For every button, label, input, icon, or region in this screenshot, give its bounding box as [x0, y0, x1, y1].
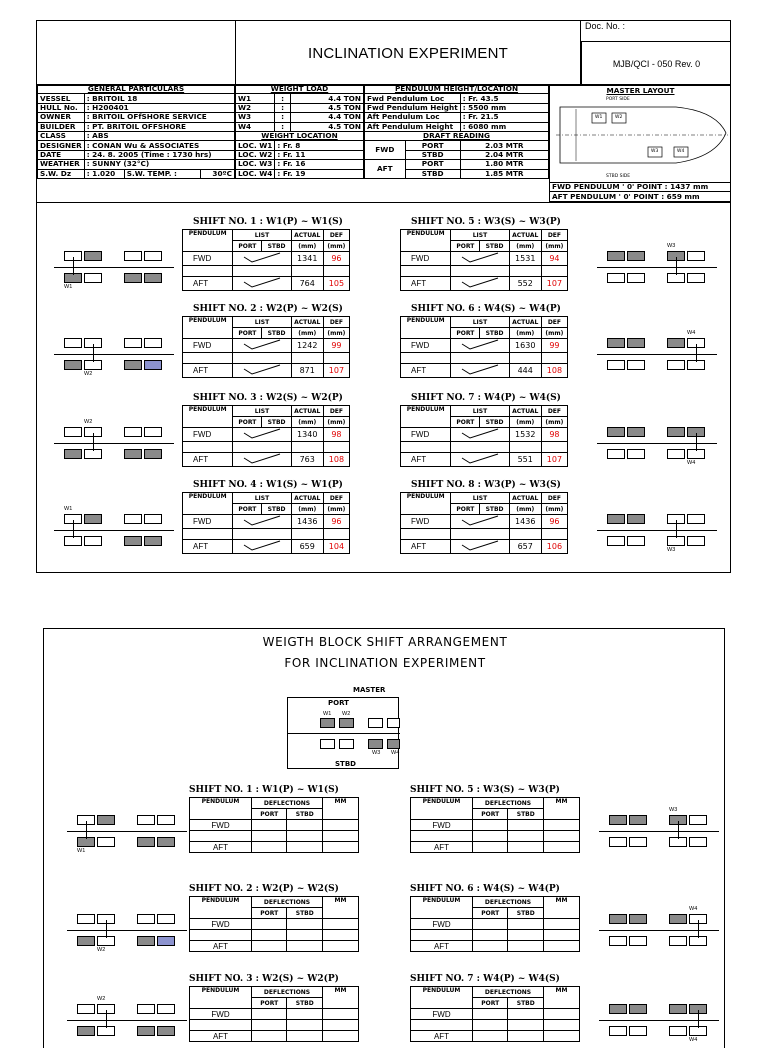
shift-arrow-icon	[676, 520, 677, 538]
weight-block	[157, 914, 175, 924]
weight-block	[667, 449, 685, 459]
weight-block	[124, 514, 142, 524]
weight-block	[607, 536, 625, 546]
weight-block	[627, 273, 645, 283]
shift-arrow-icon	[106, 1010, 107, 1028]
weight-block	[607, 449, 625, 459]
check-mark-icon	[242, 364, 282, 375]
check-mark-icon	[460, 515, 500, 526]
weight-block	[84, 536, 102, 546]
shift-diagram: W4	[599, 1004, 719, 1044]
shift-arrow-icon	[676, 257, 677, 275]
weight-block	[629, 914, 647, 924]
weight-block	[124, 536, 142, 546]
weight-block	[144, 536, 162, 546]
hull-outline-diagram	[556, 103, 728, 167]
weight-block	[64, 427, 82, 437]
weight-block	[609, 914, 627, 924]
weight-block	[607, 251, 625, 261]
weight-block	[144, 514, 162, 524]
weight-block	[84, 514, 102, 524]
weight-block	[137, 914, 155, 924]
shift-diagram: W3	[597, 251, 717, 291]
shift-title: SHIFT NO. 1 : W1(P) ~ W1(S)	[193, 217, 343, 227]
arrangement-subtitle: FOR INCLINATION EXPERIMENT	[284, 656, 486, 670]
weight-block	[157, 936, 175, 946]
master-label: MASTER	[353, 686, 386, 694]
weight-block	[609, 1004, 627, 1014]
shift-arrow-icon	[678, 821, 679, 839]
weight-block	[629, 936, 647, 946]
weight-block-w1	[320, 718, 335, 728]
weight-block	[629, 1004, 647, 1014]
weight-block	[609, 1026, 627, 1036]
weight-block	[607, 273, 625, 283]
shift-table: PENDULUM LIST ACTUAL DEF PORT STBD (mm) (mm) FWD 1436 96 AFT 659 104	[182, 492, 350, 554]
weight-block	[627, 536, 645, 546]
weight-block	[609, 815, 627, 825]
shift-diagram: W2	[67, 914, 187, 954]
weight-block	[627, 251, 645, 261]
shift-table: PENDULUM LIST ACTUAL DEF PORT STBD (mm) (mm) FWD 1340 98 AFT 763 108	[182, 405, 350, 467]
weight-block	[157, 815, 175, 825]
weight-block	[667, 338, 685, 348]
weight-block	[124, 360, 142, 370]
shift-diagram: W4	[597, 338, 717, 378]
weight-block	[629, 815, 647, 825]
weight-block	[689, 837, 707, 847]
weight-block	[144, 251, 162, 261]
shift-title: SHIFT NO. 3 : W2(S) ~ W2(P)	[189, 974, 339, 984]
weight-load-table: WEIGHT LOAD W1 : 4.4 TON W2 : 4.5 TON W3 : 4.4 TON W4 : 4.5 TON WEIGHT LOCATION LOC. W1 : Fr. 8 LOC. W2 : Fr. 11 LOC. W3 : Fr. 16 LOC. W4 : Fr. 19	[235, 84, 364, 179]
weight-block	[157, 837, 175, 847]
weight-block-w3	[368, 739, 383, 749]
check-mark-icon	[242, 252, 282, 263]
weight-block	[669, 936, 687, 946]
weight-block	[157, 1026, 175, 1036]
weight-block	[627, 514, 645, 524]
check-mark-icon	[460, 277, 500, 288]
weight-block	[97, 837, 115, 847]
weight-block	[669, 914, 687, 924]
shift-diagram: W2	[54, 338, 174, 378]
weight-block	[607, 360, 625, 370]
weight-block	[64, 360, 82, 370]
weight-block	[137, 837, 155, 847]
weight-block	[687, 273, 705, 283]
weight-block	[84, 251, 102, 261]
shift-arrow-icon	[86, 821, 87, 839]
weight-block	[144, 338, 162, 348]
shift-arrow-icon	[696, 344, 697, 362]
shift-table: PENDULUM LIST ACTUAL DEF PORT STBD (mm) (mm) FWD 1531 94 AFT 552 107	[400, 229, 568, 291]
shift-title: SHIFT NO. 2 : W2(P) ~ W2(S)	[193, 304, 343, 314]
general-heading: GENERAL PARTICULARS	[38, 85, 235, 94]
check-mark-icon	[242, 428, 282, 439]
weight-block	[607, 427, 625, 437]
shift-arrow-icon	[73, 520, 74, 538]
shift-table: PENDULUM DEFLECTIONS MM PORT STBD FWD AFT	[410, 797, 580, 853]
weight-block-w2	[339, 718, 354, 728]
shift-table: PENDULUM LIST ACTUAL DEF PORT STBD (mm) (mm) FWD 1436 96 AFT 657 106	[400, 492, 568, 554]
weight-block	[669, 1004, 687, 1014]
doc-number-label: Doc. No. :	[585, 21, 626, 31]
weight-block	[687, 251, 705, 261]
shift-diagram: W2	[54, 427, 174, 467]
shift-arrow-icon	[698, 920, 699, 938]
weight-block	[144, 449, 162, 459]
check-mark-icon	[460, 364, 500, 375]
weight-block	[137, 936, 155, 946]
weight-block	[627, 360, 645, 370]
shift-title: SHIFT NO. 7 : W4(P) ~ W4(S)	[411, 393, 561, 403]
shift-title: SHIFT NO. 4 : W1(S) ~ W1(P)	[193, 480, 343, 490]
check-mark-icon	[242, 277, 282, 288]
sheet-title: INCLINATION EXPERIMENT	[235, 21, 581, 85]
weight-block	[687, 514, 705, 524]
shift-title: SHIFT NO. 6 : W4(S) ~ W4(P)	[411, 304, 561, 314]
weight-block	[689, 815, 707, 825]
shift-table: PENDULUM LIST ACTUAL DEF PORT STBD (mm) (mm) FWD 1341 96 AFT 764 105	[182, 229, 350, 291]
shift-diagram: W3	[599, 815, 719, 855]
shift-arrow-icon	[93, 344, 94, 362]
weight-block	[77, 1026, 95, 1036]
shift-diagram: W4	[599, 914, 719, 954]
shift-table: PENDULUM LIST ACTUAL DEF PORT STBD (mm) (mm) FWD 1242 99 AFT 871 107	[182, 316, 350, 378]
weight-block	[64, 338, 82, 348]
shift-table: PENDULUM DEFLECTIONS MM PORT STBD FWD AFT	[410, 896, 580, 952]
shift-diagram: W3	[597, 514, 717, 554]
weight-block	[124, 251, 142, 261]
shift-table: PENDULUM DEFLECTIONS MM PORT STBD FWD AFT	[189, 797, 359, 853]
shift-diagram: W4	[597, 427, 717, 467]
weight-block	[607, 514, 625, 524]
check-mark-icon	[460, 339, 500, 350]
shift-table: PENDULUM DEFLECTIONS MM PORT STBD FWD AFT	[189, 986, 359, 1042]
doc-number-value: MJB/QCI - 050 Rev. 0	[581, 41, 731, 85]
weight-block	[609, 837, 627, 847]
weight-block	[77, 1004, 95, 1014]
weight-block	[144, 427, 162, 437]
check-mark-icon	[460, 453, 500, 464]
shift-table: PENDULUM LIST ACTUAL DEF PORT STBD (mm) (mm) FWD 1532 98 AFT 551 107	[400, 405, 568, 467]
weight-block	[669, 1026, 687, 1036]
weight-block	[137, 815, 155, 825]
weight-block	[84, 273, 102, 283]
shift-arrow-icon	[93, 433, 94, 451]
weight-block	[607, 338, 625, 348]
pendulum-table: PENDULUM HEIGHT/LOCATION Fwd Pendulum Loc : Fr. 43.5 Fwd Pendulum Height : 5500 mm Aft Pendulum Loc : Fr. 21.5 Aft Pendulum Height : 6080 mm DRAFT READING FWD PORT 2.03 MTR STBD 2.04 MTR AFT PORT 1.80 MTR STBD 1.85 MTR	[364, 84, 549, 179]
check-mark-icon	[242, 453, 282, 464]
shift-diagram: W1	[54, 514, 174, 554]
general-particulars-table: GENERAL PARTICULARS VESSEL : BRITOIL 18 HULL No. : H200401 OWNER : BRITOIL OFfSHORE SERVICE BUILDER : PT. BRITOIL OFFSHORE CLASS : ABS DESIGNER : CONAN Wu & ASSOCIATES DATE : 24. 8. 2005 (Time : 1730 hrs) WEATHER : SUNNY (32°C) S.W. Dz : 1.020 S.W. TEMP. : 30ºC	[37, 84, 235, 179]
shift-table: PENDULUM DEFLECTIONS MM PORT STBD FWD AFT	[410, 986, 580, 1042]
weight-block	[144, 273, 162, 283]
shift-arrangement-sheet	[43, 628, 725, 1048]
weight-block	[124, 338, 142, 348]
weight-block	[97, 815, 115, 825]
weight-block	[667, 360, 685, 370]
arrangement-title: WEIGTH BLOCK SHIFT ARRANGEMENT	[262, 635, 508, 649]
weight-block	[124, 449, 142, 459]
weight-block	[627, 427, 645, 437]
shift-title: SHIFT NO. 1 : W1(P) ~ W1(S)	[189, 785, 339, 795]
weight-block	[627, 449, 645, 459]
shift-diagram: W1	[54, 251, 174, 291]
shift-diagram: W1	[67, 815, 187, 855]
shift-title: SHIFT NO. 6 : W4(S) ~ W4(P)	[410, 884, 560, 894]
weight-block	[609, 936, 627, 946]
shift-table: PENDULUM DEFLECTIONS MM PORT STBD FWD AFT	[189, 896, 359, 952]
weight-block	[77, 936, 95, 946]
weight-block	[687, 536, 705, 546]
check-mark-icon	[242, 339, 282, 350]
shift-arrow-icon	[698, 1010, 699, 1028]
inclination-sheet	[36, 20, 731, 573]
weight-block	[137, 1004, 155, 1014]
weight-block	[629, 1026, 647, 1036]
weight-block	[77, 914, 95, 924]
check-mark-icon	[460, 252, 500, 263]
master-layout: MASTER LAYOUT PORT SIDE W1 W2 W3 W4 STBD SIDE	[549, 84, 731, 202]
weight-block	[627, 338, 645, 348]
weight-block	[144, 360, 162, 370]
check-mark-icon	[460, 428, 500, 439]
weight-block	[124, 273, 142, 283]
check-mark-icon	[460, 540, 500, 551]
shift-diagram: W2	[67, 1004, 187, 1044]
check-mark-icon	[242, 515, 282, 526]
weight-block	[64, 449, 82, 459]
shift-title: SHIFT NO. 5 : W3(S) ~ W3(P)	[411, 217, 561, 227]
weight-block	[124, 427, 142, 437]
shift-title: SHIFT NO. 5 : W3(S) ~ W3(P)	[410, 785, 560, 795]
shift-table: PENDULUM LIST ACTUAL DEF PORT STBD (mm) (mm) FWD 1630 99 AFT 444 108	[400, 316, 568, 378]
weight-block	[157, 1004, 175, 1014]
shift-arrow-icon	[106, 920, 107, 938]
master-layout-heading: MASTER LAYOUT	[606, 86, 675, 95]
shift-title: SHIFT NO. 3 : W2(S) ~ W2(P)	[193, 393, 343, 403]
shift-arrow-icon	[696, 433, 697, 451]
shift-title: SHIFT NO. 2 : W2(P) ~ W2(S)	[189, 884, 339, 894]
weight-block	[629, 837, 647, 847]
check-mark-icon	[242, 540, 282, 551]
shift-title: SHIFT NO. 7 : W4(P) ~ W4(S)	[410, 974, 560, 984]
weight-block	[137, 1026, 155, 1036]
shift-title: SHIFT NO. 8 : W3(P) ~ W3(S)	[411, 480, 561, 490]
master-arrangement: PORT STBD W1 W2 W3 W4	[287, 697, 399, 769]
pendulum-zero-table: FWD PENDULUM ' 0' POINT : 1437 mm AFT PENDULUM ' 0' POINT : 659 mm	[549, 182, 731, 202]
weight-block	[667, 427, 685, 437]
weight-block-w4	[387, 739, 400, 749]
shift-arrow-icon	[73, 257, 74, 275]
